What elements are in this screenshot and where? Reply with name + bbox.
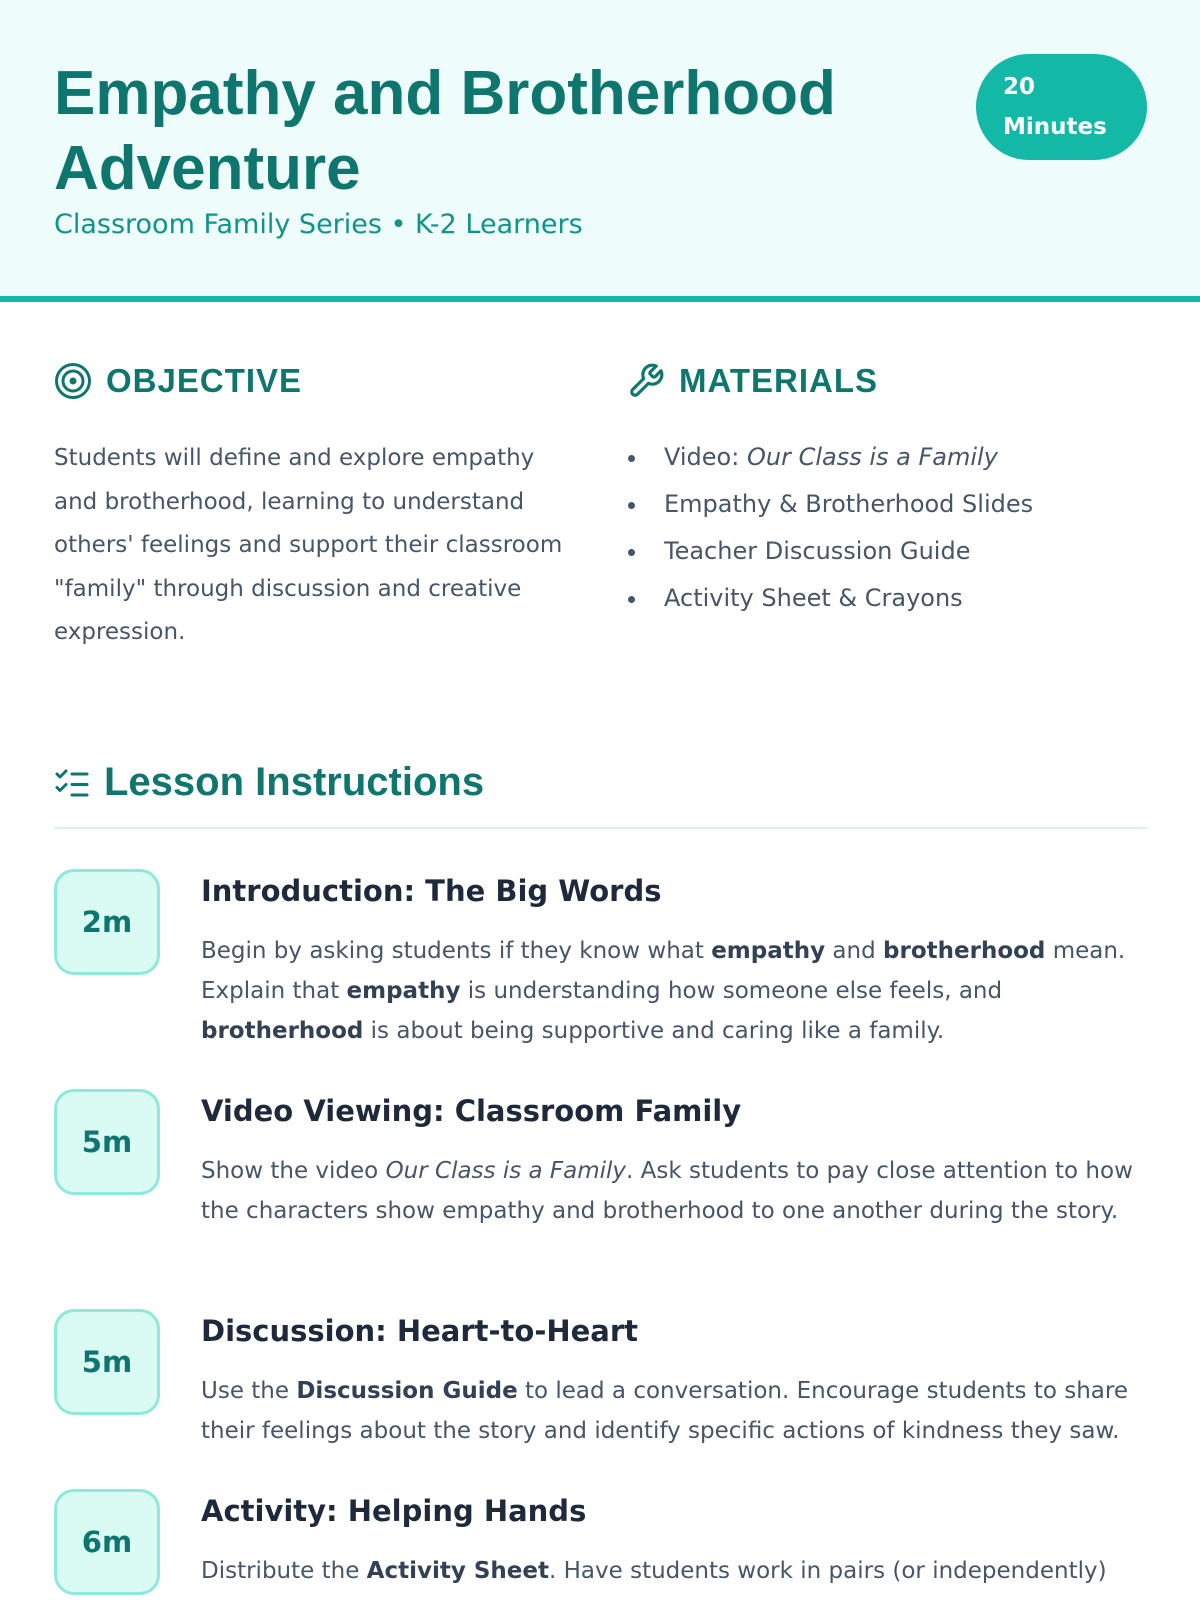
body-text: to lead a conversation. Encourage students to share their feelings about the story and identify specific actions of kindness they saw. [201,1378,1128,1444]
lesson-title: Empathy and Brotherhood Adventure [54,59,836,203]
materials-item-text: Teacher Discussion Guide [664,537,971,565]
wrench-icon [627,362,665,400]
materials-list [624,434,1033,622]
body-text: and [825,938,884,964]
duration-number: 20 [1003,74,1036,100]
emphasis-text: empathy [711,938,826,964]
objective-text: Students will define and explore empathy and brotherhood, learning to understand others' feelings and support their classroom "family" through discussion and creative expression. [54,445,563,645]
materials-item-text: Empathy & Brotherhood Slides [664,490,1034,518]
body-text: mean. Explain that [201,938,1126,1004]
step-description [201,1371,1147,1451]
materials-item-text: Video: [664,443,747,471]
body-text: Begin by asking students if they know what [201,938,712,964]
step-description [201,1551,1147,1591]
body-text: is understanding how someone else feels, and [460,978,1003,1004]
body-text: . Have students work in pairs (or independently) [549,1558,1107,1584]
emphasis-text: empathy [346,978,461,1004]
body-text: Distribute the [201,1558,367,1584]
body-text: Use the [201,1378,297,1404]
lesson-instructions-label: Lesson Instructions [104,760,485,804]
divider [54,827,1147,829]
materials-item [624,481,1033,528]
duration-unit: Minutes [1003,114,1107,140]
emphasis-text: brotherhood [201,1018,364,1044]
title-reference: Our Class is a Family [385,1158,627,1184]
step-title: Discussion: Heart-to-Heart [201,1314,639,1348]
lesson-subtitle: Classroom Family Series • K-2 Learners [54,209,583,240]
emphasis-text: Activity Sheet [366,1558,549,1584]
body-text: Show the video [201,1158,386,1184]
materials-item-text: Activity Sheet & Crayons [664,584,963,612]
materials-item [624,528,1033,575]
duration-badge [976,54,1147,160]
step-description [201,1151,1147,1231]
objective-heading [54,362,302,400]
body-text: is about being supportive and caring like a family. [363,1018,945,1044]
body-text: . Ask students to pay close attention to how the characters show empathy and brotherhood to one another during the story. [201,1158,1133,1224]
step-time-badge: 5m [54,1309,160,1415]
step-title: Video Viewing: Classroom Family [201,1094,742,1128]
materials-heading-label: MATERIALS [679,362,879,399]
step-time-badge: 6m [54,1489,160,1595]
target-icon [54,362,92,400]
objective-heading-label: OBJECTIVE [106,362,303,399]
step-description [201,931,1147,1051]
step-title: Activity: Helping Hands [201,1494,587,1528]
materials-item [624,434,1033,481]
checklist-icon [54,765,90,801]
lesson-header [0,0,1200,302]
materials-heading [627,362,878,400]
emphasis-text: Discussion Guide [296,1378,518,1404]
step-time-badge: 2m [54,869,160,975]
step-time-badge: 5m [54,1089,160,1195]
step-title: Introduction: The Big Words [201,874,662,908]
materials-item-title: Our Class is a Family [746,443,998,471]
materials-item [624,575,1033,622]
emphasis-text: brotherhood [883,938,1046,964]
lesson-instructions-heading [54,760,484,805]
